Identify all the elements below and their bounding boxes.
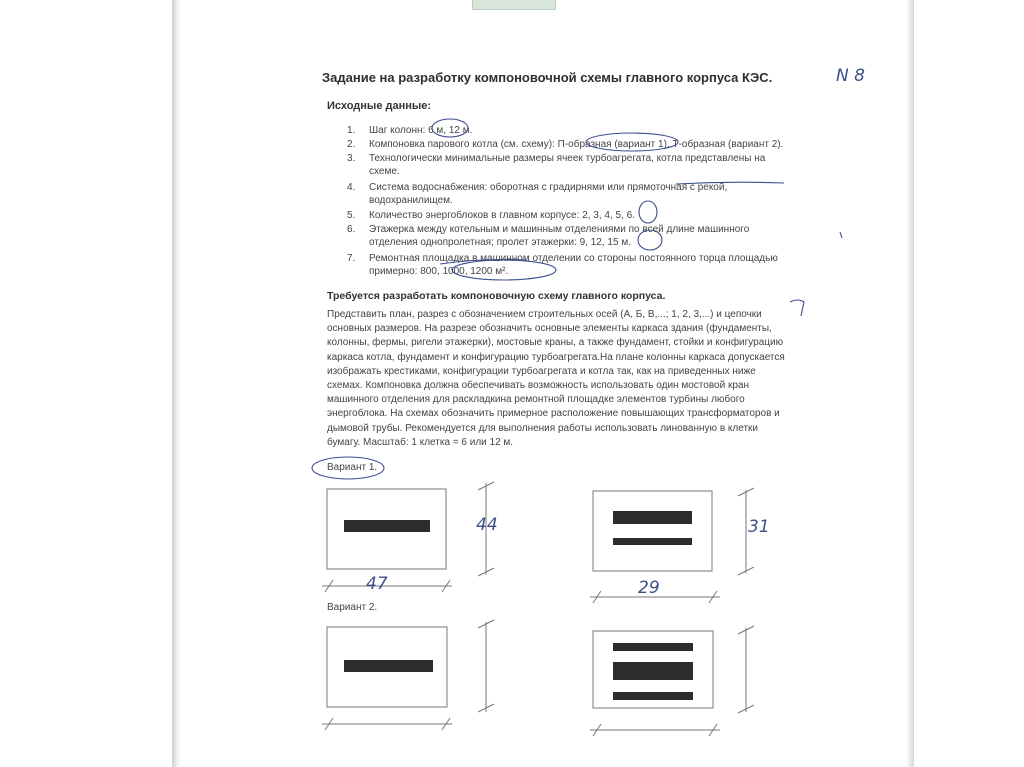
paragraph-line: изображать крестиками, конфигурации турбоагрегата и котла так, как на приведенных ниже (327, 365, 756, 377)
handwritten-marks (312, 119, 842, 479)
variant1-label: Вариант 1. (327, 462, 378, 473)
item-number: 2. (347, 139, 356, 150)
circle-mark (452, 260, 556, 280)
unit-bar (613, 511, 692, 524)
item-line: Шаг колонн: 6 м, 12 м. (369, 125, 473, 136)
unit-bar (613, 692, 693, 700)
item-line: Количество энергоблоков в главном корпусе: 2, 3, 4, 5, 6. (369, 210, 635, 221)
v2-left-scheme (322, 620, 494, 730)
circle-mark (432, 119, 468, 137)
paragraph-line: бумагу. Масштаб: 1 клетка = 6 или 12 м. (327, 436, 514, 448)
v1-left-width-dim: 47 (366, 574, 388, 594)
v2-right-scheme (590, 626, 754, 736)
item-line: Компоновка парового котла (см. схему): П-образная (вариант 1), Т-образная (вариант 2). (369, 139, 784, 150)
item-line: Этажерка между котельным и машинным отделениями по всей длине машинного (369, 224, 750, 235)
item-line: Ремонтная площадка в машинном отделении со стороны постоянного торца площадью (369, 253, 778, 264)
v1-right-height-dim: 31 (748, 517, 770, 537)
paragraph-line: Представить план, разрез с обозначением строительных осей (А, Б, В,...; 1, 2, 3,...) и цепочки (327, 309, 762, 320)
title-handwritten-number: N 8 (836, 66, 865, 86)
item-line: схеме. (369, 166, 400, 177)
v1-right-width-dim: 29 (638, 578, 660, 598)
item-number: 6. (347, 224, 356, 235)
v1-left-scheme (322, 482, 494, 592)
item-line: примерно: 800, 1000, 1200 м². (369, 266, 509, 277)
unit-bar (344, 660, 433, 672)
cell-outline (593, 491, 712, 571)
unit-bar (344, 520, 430, 532)
circle-mark (638, 230, 662, 250)
paragraph-line: каркаса котла, фундамент и конфигурацию турбоагрегата.На плане колонны каркаса допускается (327, 351, 785, 363)
unit-bar (613, 643, 693, 651)
variant-circle (312, 457, 384, 479)
item-number: 1. (347, 125, 356, 136)
item-line: водохранилищем. (369, 195, 453, 206)
circle-mark (639, 201, 657, 223)
paragraph-line: энергоблока. На схемах обозначить примерное расположение повышающих трансформаторов и (327, 408, 780, 420)
unit-bar (613, 662, 693, 680)
variant2-label: Вариант 2. (327, 602, 378, 613)
title-text: Задание на разработку компоновочной схемы главного корпуса КЭС. (322, 70, 773, 85)
paragraph-line: колонны, фермы, ригели этажерки), мостовые краны, а также фундамент, стойки и конфигурацию (327, 337, 784, 349)
item-number: 5. (347, 210, 356, 221)
underline-mark (676, 182, 784, 184)
v1-left-height-dim: 44 (476, 515, 498, 535)
circle-mark (586, 133, 678, 151)
paragraph-line: основных размеров. На разрезе обозначить основные элементы каркаса здания (фундаменты, (327, 323, 772, 335)
paragraph-line: схемах. Компоновка должна обеспечивать возможность использовать один мостовой кран (327, 380, 749, 392)
task-heading: Требуется разработать компоновочную схему главного корпуса. (327, 290, 666, 302)
item-line: отделения однопролетная; пролет этажерки: 9, 12, 15 м. (369, 237, 631, 248)
item-number: 4. (347, 182, 356, 193)
tick-mark (840, 232, 842, 238)
item-line: Система водоснабжения: оборотная с градирнями или прямоточная с рекой, (369, 182, 728, 193)
v1-right-scheme (590, 488, 754, 603)
unit-bar (613, 538, 692, 545)
paragraph-line: дымовой трубы. Рекомендуется для выполнения работы использовать линованную в клетки (327, 422, 758, 434)
hand-bracket (790, 300, 804, 316)
item-line: Технологически минимальные размеры ячеек турбоагрегата, котла представлены на (369, 153, 766, 164)
initial-data-heading: Исходные данные: (327, 100, 432, 112)
item-number: 7. (347, 253, 356, 264)
paragraph-line: машинного отделения для раскладкина ремонтной площадке элементов турбины любого (327, 394, 745, 406)
item-number: 3. (347, 153, 356, 164)
